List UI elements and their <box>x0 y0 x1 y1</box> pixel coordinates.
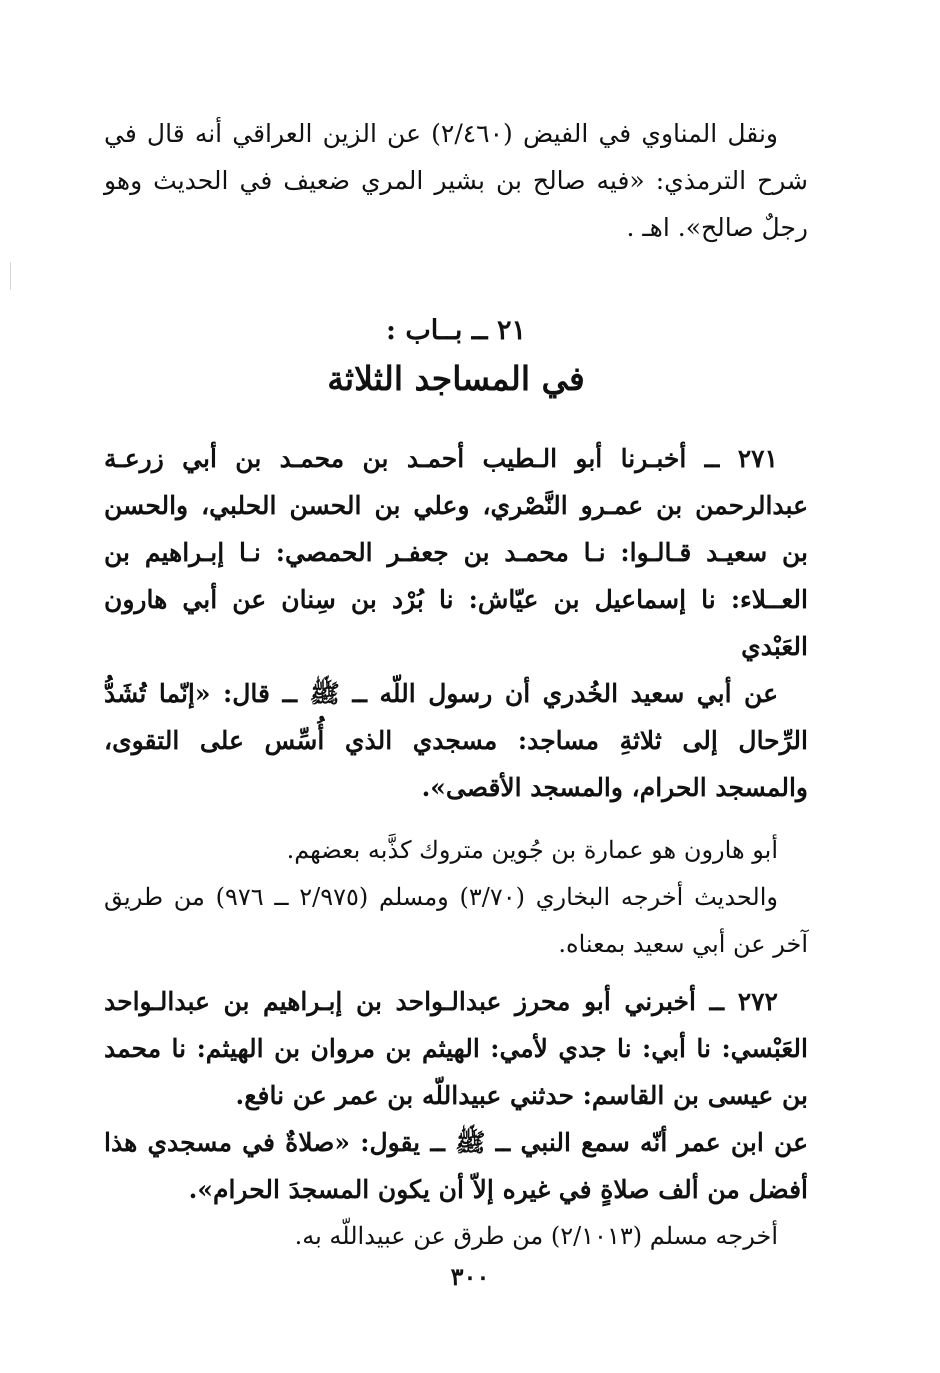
chapter-heading <box>104 309 808 405</box>
intro-paragraph: ونقل المناوي في الفيض (٢/٤٦٠) عن الزين العراقي أنه قال في شرح الترمذي: «فيه صالح بن بشير المري ضعيف في الحديث وهو رجلٌ صالح». اهـ . <box>104 119 808 242</box>
hadith-272 <box>104 978 808 1260</box>
chapter-number: ٢١ ــ بــاب : <box>386 315 526 346</box>
hadith-271 <box>104 435 808 968</box>
hadith-271-note-1: أبو هارون هو عمارة بن جُوين متروك كذَّبه بعضهم. <box>286 836 778 864</box>
page-number: ٣٠٠ <box>450 1262 490 1291</box>
hadith-271-isnad: ٢٧١ ــ أخبـرنا أبو الـطيب أحمـد بن محمـد بن أبي زرعـة عبدالرحمن بن عمـرو النَّصْري، وعلي بن الحسن الحلبي، والحسن بن سعيـد قـالـوا: نـا محمـد بن جعفـر الحمصي: نـا إبـراهيم بن العــلاء: نا إسماعيل بن عيّاش: نا بُرْد بن سِنان عن أبي هارون العَبْدي <box>104 444 808 661</box>
hadith-271-note-2: والحديث أخرجه البخاري (٣/٧٠) ومسلم (٢/٩٧٥ ــ ٩٧٦) من طريق آخر عن أبي سعيد بمعناه. <box>104 883 808 958</box>
hadith-271-matn: عن أبي سعيد الخُدري أن رسول اللّه ــ ﷺ ــ قال: «إنّما تُشَدُّ الرِّحال إلى ثلاثةِ مساجد: مسجدي الذي أُسِّس على التقوى، والمسجد الحرام، والمسجد الأقصى». <box>104 679 808 802</box>
hadith-272-isnad: ٢٧٢ ــ أخبرني أبو محرز عبدالـواحد بن إبـراهيم بن عبدالـواحد العَبْسي: نا أبي: نا جدي لأمي: الهيثم بن مروان بن الهيثم: نا محمد بن عيسى بن القاسم: حدثني عبيداللّه بن عمر عن نافع. <box>104 987 808 1110</box>
hadith-272-matn: عن ابن عمر أنّه سمع النبي ــ ﷺ ــ يقول: «صلاةٌ في مسجدي هذا أفضل من ألف صلاةٍ في غيره إلاّ أن يكون المسجدَ الحرام». <box>104 1128 808 1204</box>
hadith-272-note-1: أخرجه مسلم (٢/١٠١٣) من طرق عن عبيداللّه به. <box>294 1222 778 1250</box>
chapter-title: في المساجد الثلاثة <box>327 359 585 398</box>
hadith-272-notes <box>104 1213 808 1260</box>
hadith-271-notes <box>104 827 808 968</box>
